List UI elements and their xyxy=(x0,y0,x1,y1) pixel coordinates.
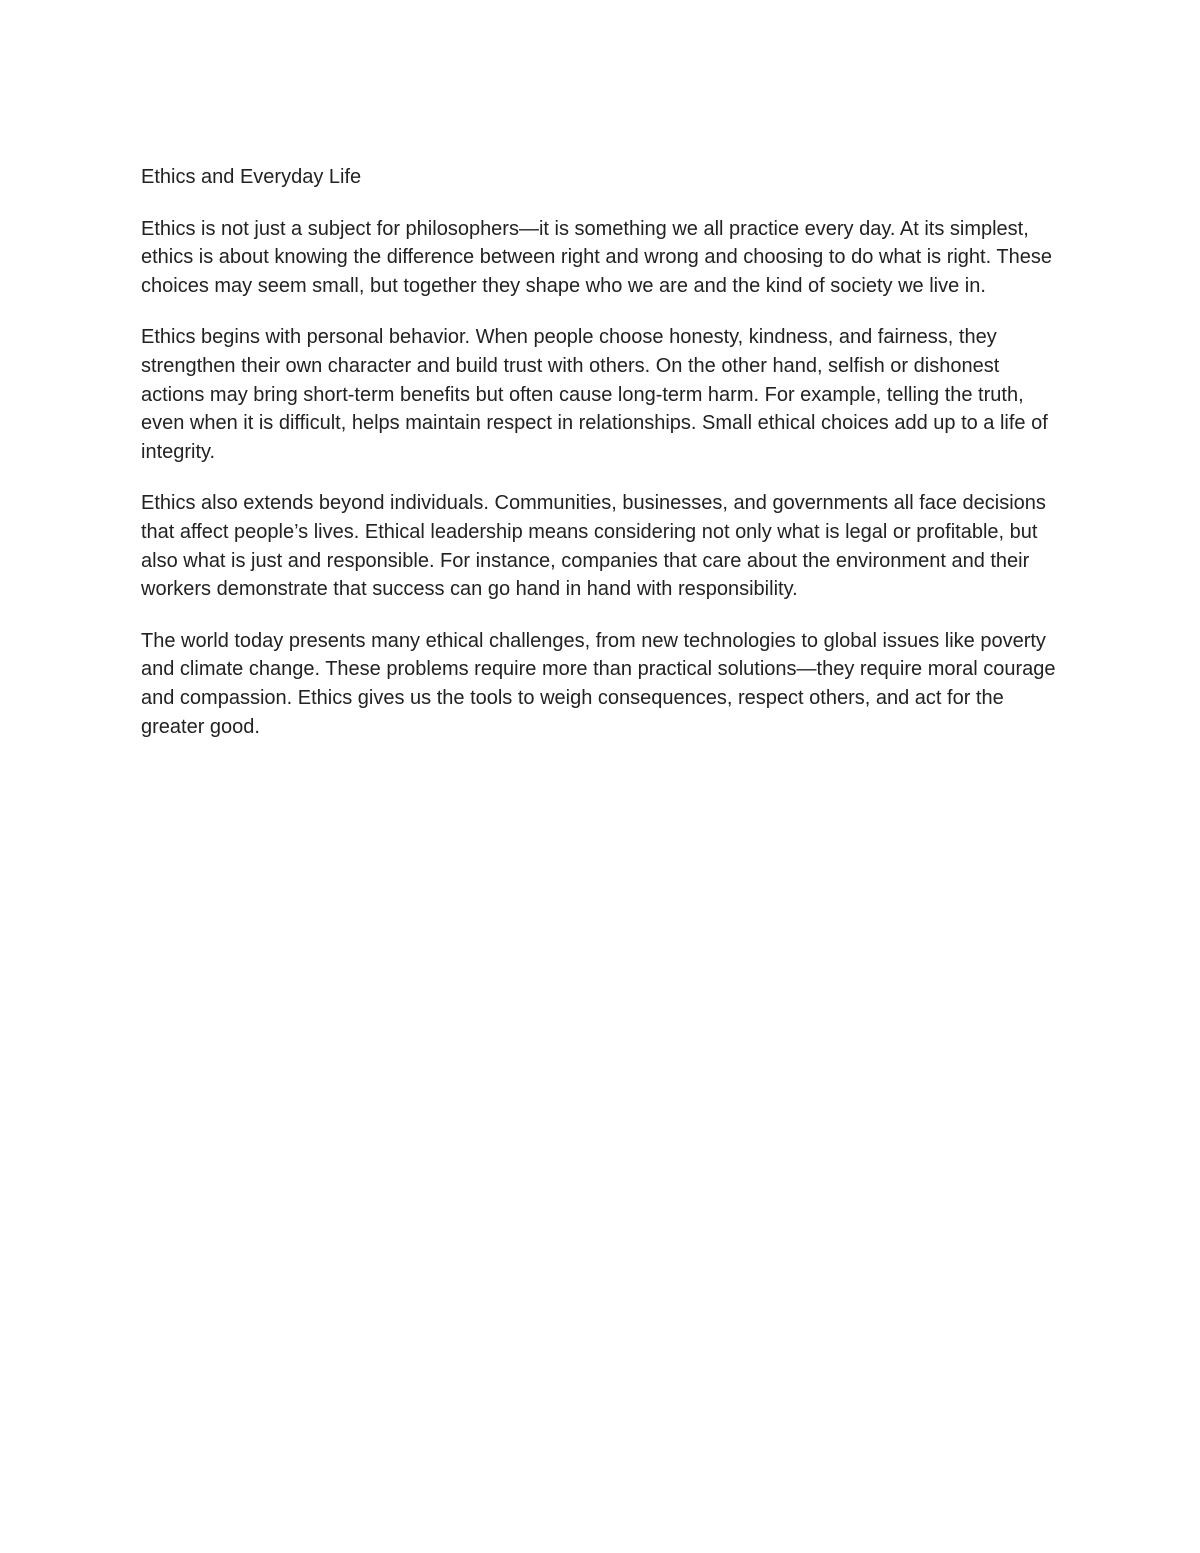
paragraph-2: Ethics begins with personal behavior. When people choose honesty, kindness, and fairness, they strengthen their own character and build trust with others. On the other hand, selfish or dishonest actions may bring short-term benefits but often cause long-term harm. For example, telling the truth, even when it is difficult, helps maintain respect in relationships. Small ethical choices add up to a life of integrity. xyxy=(141,326,1048,463)
document-body xyxy=(141,163,1061,764)
document-title: Ethics and Everyday Life xyxy=(141,166,362,188)
paragraph-4: The world today presents many ethical challenges, from new technologies to global issues like poverty and climate change. These problems require more than practical solutions—they require moral courage and compassion. Ethics gives us the tools to weigh consequences, respect others, and act for the greater good. xyxy=(141,629,1056,738)
paragraph-1: Ethics is not just a subject for philosophers—it is something we all practice every day. At its simplest, ethics is about knowing the difference between right and wrong and choosing to do what is right. These choices may seem small, but together they shape who we are and the kind of society we live in. xyxy=(141,217,1052,297)
paragraph-3: Ethics also extends beyond individuals. Communities, businesses, and governments all face decisions that affect people’s lives. Ethical leadership means considering not only what is legal or profitable, but also what is just and responsible. For instance, companies that care about the environment and their workers demonstrate that success can go hand in hand with responsibility. xyxy=(141,492,1046,601)
